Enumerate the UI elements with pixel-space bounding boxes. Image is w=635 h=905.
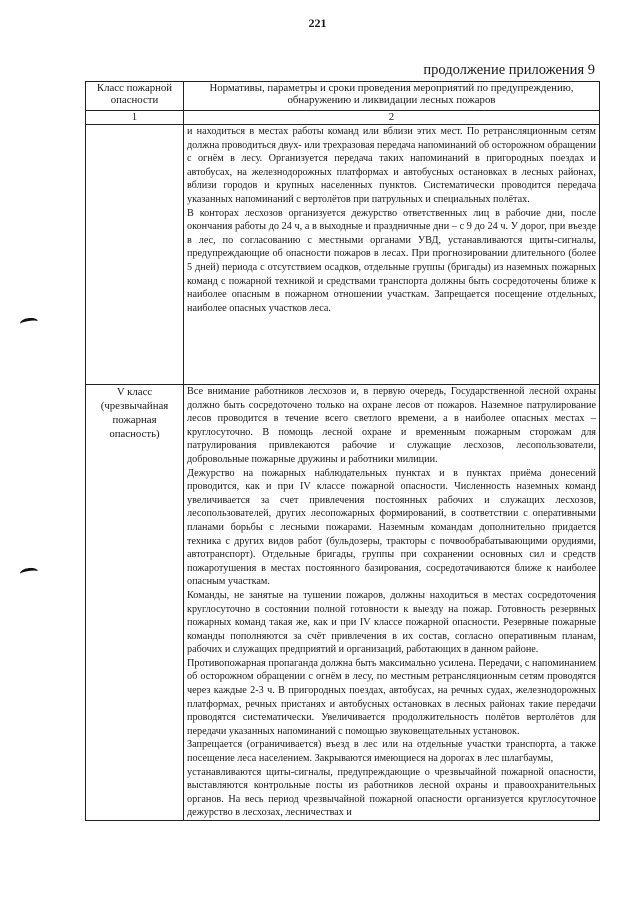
paragraph: Запрещается (ограничивается) въезд в лес или на отдельные участки транспорта, а также посещение леса населением. Закрываются имеющиеся на дорогах в лес шлагбаумы, [187,739,596,765]
binding-hole-mark [19,317,38,328]
paragraph: Дежурство на пожарных наблюдательных пунктах и в пунктах приёма донесений проводится, как и при IV классе пожарной опасности. Численность наземных команд увеличивается за счет привлечения постоянных рабочих и служащих лесхозов, лесопользователей, других лесопожарных формирований, в соответствии с оперативными планами борьбы с лесными пожарами. Наземным командам дополнительно придается техника с других видов работ (бульдозеры, тракторы с почвообрабатывающими орудиями, автотранспорт). Отдельные бригады, группы при сохранении основных сил и средств пожаротушения в местах постоянного базирования, сосредотачиваются ближе к наиболее опасным участкам. [187,467,596,588]
fire-class-cell: V класс (чрезвычайная пожарная опасность) [86,385,184,821]
appendix-continuation-label: продолжение приложения 9 [423,62,595,78]
fire-danger-table [85,81,600,821]
column-number: 2 [184,111,600,125]
table-header-row [86,82,600,111]
paragraph: Команды, не занятые на тушении пожаров, должны находиться в местах сосредоточения круглосуточно в состоянии полной готовности к выезду на пожар. Готовность резервных пожарных команд такая же, как и при IV классе пожарной опасности. Резервные пожарные команды пополняются за счёт привлечения в их состав, согласно оперативным планам, рабочих и служащих предприятий и организаций, работающих в данном районе. [187,589,596,656]
paragraph: Противопожарная пропаганда должна быть максимально усилена. Передачи, с напоминанием об осторожном обращении с огнём в лесу, по местным ретрансляционным сетям проводятся через каждые 2-3 ч. В пригородных поездах, автобусах, на речных судах, железнодорожных платформах, речных пристанях и автобусных остановках в лесных районах такие передачи проводятся систематически. Увеличивается продолжительность полётов вертолётов для передачи указанных напоминаний с помощью звуковещательных установок. [187,657,596,737]
binding-hole-mark [19,567,38,578]
paragraph: В конторах лесхозов организуется дежурство ответственных лиц в рабочие дни, после окончания работы до 24 ч, а в выходные и праздничные дни – с 9 до 24 ч. У дорог, при въезде в лес, по согласованию с местными органами УВД, устанавливаются щиты-сигналы, предупреждающие об опасности пожаров в лесах. При прогнозировании длительного (более 5 дней) периода с отсутствием осадков, отдельные группы (бригады) из наземных пожарных команд с пожарной техникой и средствами транспорта должны быть сосредоточены ближе к наиболее опасным в пожарном отношении участкам. Запрещается посещение отдельных, наиболее опасных участков леса. [187,207,596,314]
table-row [86,385,600,821]
fire-class-cell [86,125,184,385]
norms-cell [184,385,600,821]
header-fire-class: Класс пожарной опасности [86,82,184,111]
norms-cell [184,125,600,385]
paragraph: Все внимание работников лесхозов и, в первую очередь, Государственной лесной охраны должно быть сосредоточено только на охране лесов от пожаров. Наземное патрулирование лесов проводится в течение всего светлого времени, а в наиболее опасных местах – круглосуточно. В помощь лесной охране и временным пожарным сторожам для патрулирования привлекаются рабочие и служащие лесхозов, лесопользователи, добровольные пожарные дружины и работники милиции. [187,386,596,465]
page-number: 221 [308,16,327,30]
paragraph: и находиться в местах работы команд или вблизи этих мест. По ретрансляционным сетям должна проводиться двух- или трехразовая передача напоминаний об осторожном обращении с огнём в лесу. Организуется передача таких напоминаний в пригородных поездах и автобусах, на железнодорожных платформах и автобусных остановках в лесных районах, вблизи городов и крупных населенных пунктов. Систематически проводится передача указанных напоминаний с вертолётов при патрульных и специальных полётах. [187,126,596,205]
header-norms: Нормативы, параметры и сроки проведения мероприятий по предупреждению, обнаружению и ликвидации лесных пожаров [184,82,600,111]
paragraph: устанавливаются щиты-сигналы, предупреждающие о чрезвычайной пожарной опасности, выставляются контрольные посты из работников лесной охраны и правоохранительных органов. На весь период чрезвычайной пожарной опасности организуется круглосуточное дежурство в лесхозах, лесничествах и [187,766,596,819]
table-row [86,125,600,385]
column-number-row [86,111,600,125]
column-number: 1 [86,111,184,125]
